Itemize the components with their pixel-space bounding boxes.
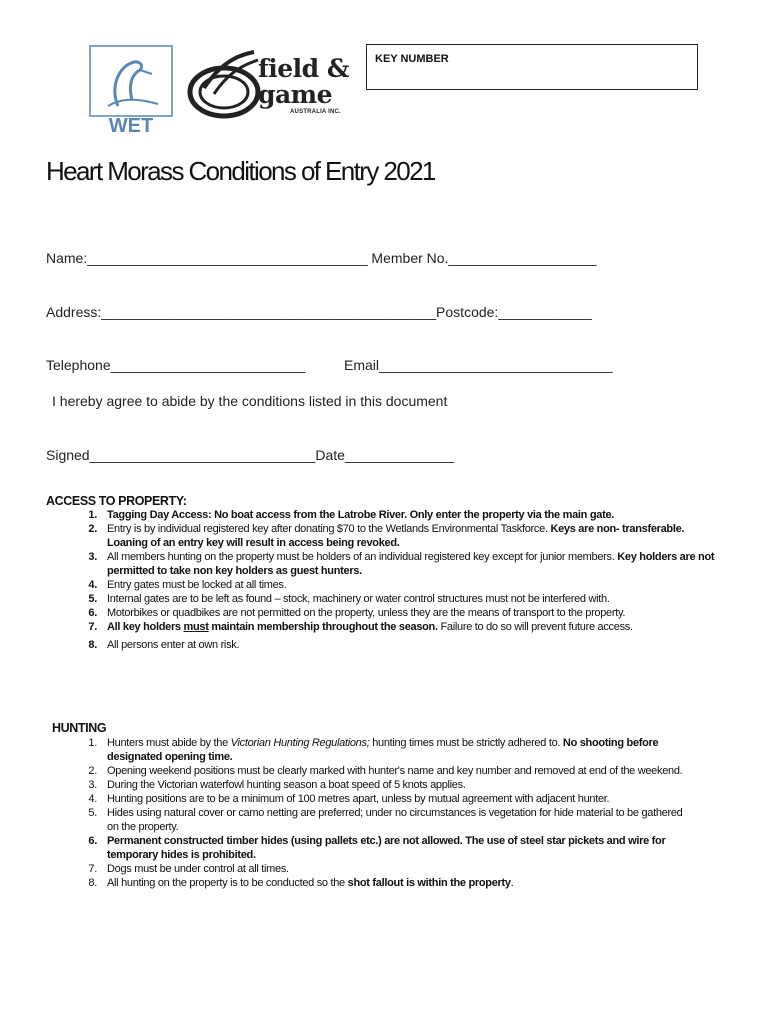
hunting-list <box>88 736 687 890</box>
list-item: 5. Hides using natural cover or camo netting are preferred; under no circumstances is vegetation for hide material to be gathered on the property. <box>88 807 683 833</box>
list-item: 7. Dogs must be under control at all times. <box>88 863 289 875</box>
list-item: 7. All key holders must maintain membership throughout the season. Failure to do so will prevent future access. <box>88 621 633 633</box>
agreement-statement: I hereby agree to abide by the conditions listed in this document <box>52 393 448 409</box>
wet-logo <box>88 44 174 134</box>
signed-date-field[interactable]: Signed_____________________________Date______________ <box>46 447 454 463</box>
list-item: 6. Motorbikes or quadbikes are not permitted on the property, unless they are the means of transport to the property. <box>88 607 626 619</box>
list-item: 1. Tagging Day Access: No boat access from the Latrobe River. Only enter the property via the main gate. <box>88 509 615 521</box>
list-item: 5. Internal gates are to be left as found – stock, machinery or water control structures must not be interfered with. <box>88 593 610 605</box>
email-field[interactable]: Email______________________________ <box>344 357 613 373</box>
name-member-field[interactable]: Name:____________________________________ Member No.___________________ <box>46 250 597 266</box>
list-item: 8. All hunting on the property is to be conducted so the shot fallout is within the property. <box>88 877 514 889</box>
telephone-field[interactable]: Telephone_________________________ <box>46 357 306 373</box>
list-item: 3. All members hunting on the property must be holders of an individual registered key except for junior members. Key holders are not permitted to take non key holders as guest hunters. <box>88 551 715 577</box>
field-game-logo-line1: field & <box>258 54 349 83</box>
list-item: 2. Entry is by individual registered key after donating $70 to the Wetlands Environmental Taskforce. Keys are non- transferable. Loaning of an entry key will result in access being revoked. <box>88 523 685 549</box>
list-item: 6. Permanent constructed timber hides (using pallets etc.) are not allowed. The use of steel star pickets and wire for temporary hides is prohibited. <box>88 835 666 861</box>
address-postcode-field[interactable]: Address:___________________________________________Postcode:____________ <box>46 304 592 320</box>
page-title: Heart Morass Conditions of Entry 2021 <box>46 156 435 186</box>
key-number-box[interactable] <box>366 44 698 90</box>
field-game-logo-sub: AUSTRALIA INC. <box>290 109 341 115</box>
list-item: 1. Hunters must abide by the Victorian Hunting Regulations; hunting times must be strictly adhered to. No shooting before designated opening time. <box>88 737 659 763</box>
list-item: 8. All persons enter at own risk. <box>88 639 240 651</box>
list-item: 4. Entry gates must be locked at all times. <box>88 579 287 591</box>
list-item: 2. Opening weekend positions must be clearly marked with hunter's name and key number and removed at end of the weekend. <box>88 765 683 777</box>
access-list <box>88 508 717 652</box>
wet-logo-text: WET <box>108 115 154 134</box>
hunting-heading: HUNTING <box>52 721 107 735</box>
access-heading: ACCESS TO PROPERTY: <box>46 494 187 508</box>
field-game-logo-line2: game <box>258 80 333 109</box>
key-number-label: KEY NUMBER <box>375 53 449 65</box>
list-item: 3. During the Victorian waterfowl hunting season a boat speed of 5 knots applies. <box>88 779 466 791</box>
list-item: 4. Hunting positions are to be a minimum of 100 metres apart, unless by mutual agreement with adjacent hunter. <box>88 793 610 805</box>
